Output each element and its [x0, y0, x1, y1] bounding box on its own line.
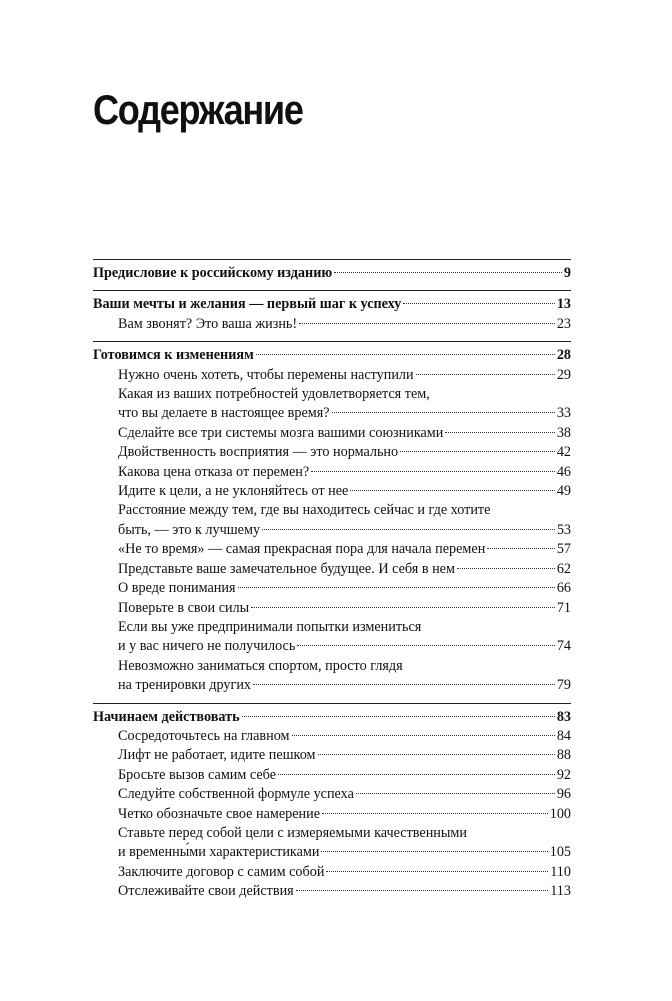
- subsection-entry[interactable]: [93, 404, 571, 423]
- table-of-contents: [93, 259, 571, 909]
- entry-line[interactable]: [93, 385, 571, 404]
- entry-title: Если вы уже предпринимали попытки измениться: [118, 618, 422, 635]
- page-number: 13: [556, 296, 571, 313]
- entry-title: Расстояние между тем, где вы находитесь сейчас и где хотите: [118, 502, 491, 519]
- subsection-entry[interactable]: [93, 315, 571, 334]
- entry-title: Какова цена отказа от перемен?: [118, 463, 310, 480]
- subsection-entry[interactable]: [93, 843, 571, 862]
- dot-leader: [350, 490, 554, 491]
- dot-leader: [262, 529, 555, 530]
- dot-leader: [326, 871, 548, 872]
- page-number: 110: [550, 863, 571, 880]
- dot-leader: [457, 568, 555, 569]
- dot-leader: [322, 813, 548, 814]
- page-title: Содержание: [93, 86, 303, 133]
- subsection-entry[interactable]: [93, 727, 571, 746]
- entry-title: Вам звонят? Это ваша жизнь!: [118, 315, 298, 332]
- subsection-entry[interactable]: [93, 637, 571, 656]
- subsection-entry[interactable]: [93, 424, 571, 443]
- subsection-entry[interactable]: [93, 785, 571, 804]
- chapter-entry[interactable]: [93, 708, 571, 727]
- entry-title: Двойственность восприятия — это нормально: [118, 444, 399, 461]
- page-number: 71: [556, 599, 571, 616]
- page-number: 74: [556, 638, 571, 655]
- page-number: 79: [556, 677, 571, 694]
- subsection-entry[interactable]: [93, 560, 571, 579]
- entry-line[interactable]: [93, 501, 571, 520]
- page-number: 42: [556, 444, 571, 461]
- dot-leader: [238, 587, 555, 588]
- subsection-entry[interactable]: [93, 863, 571, 882]
- chapter-entry[interactable]: [93, 295, 571, 314]
- dot-leader: [256, 354, 555, 355]
- page-number: 92: [556, 766, 571, 783]
- dot-leader: [253, 684, 555, 685]
- page-number: 28: [556, 347, 571, 364]
- entry-title: Представьте ваше замечательное будущее. И себя в нем: [118, 560, 455, 577]
- page-number: 96: [556, 786, 571, 803]
- entry-title: Четко обозначьте свое намерение: [118, 805, 321, 822]
- entry-title: Заключите договор с самим собой: [118, 863, 325, 880]
- page-number: 38: [556, 424, 571, 441]
- dot-leader: [416, 374, 555, 375]
- dot-leader: [403, 303, 554, 304]
- entry-title: что вы делаете в настоящее время?: [118, 405, 330, 422]
- dot-leader: [318, 754, 555, 755]
- entry-title: Какая из ваших потребностей удовлетворяется тем,: [118, 386, 430, 403]
- entry-title: Сосредоточьтесь на главном: [118, 727, 290, 744]
- page-number: 84: [556, 727, 571, 744]
- dot-leader: [445, 432, 554, 433]
- dot-leader: [356, 793, 555, 794]
- page-number: 88: [556, 747, 571, 764]
- entry-title: Лифт не работает, идите пешком: [118, 747, 316, 764]
- page-number: 57: [556, 541, 571, 558]
- dot-leader: [321, 851, 547, 852]
- subsection-entry[interactable]: [93, 463, 571, 482]
- entry-line[interactable]: [93, 618, 571, 637]
- dot-leader: [299, 323, 555, 324]
- entry-line[interactable]: [93, 824, 571, 843]
- subsection-entry[interactable]: [93, 521, 571, 540]
- entry-title: и временны́ми характеристиками: [118, 844, 320, 861]
- page-number: 53: [556, 521, 571, 538]
- subsection-entry[interactable]: [93, 540, 571, 559]
- toc-section: [93, 290, 571, 334]
- dot-leader: [296, 890, 549, 891]
- subsection-entry[interactable]: [93, 599, 571, 618]
- entry-title: Ставьте перед собой цели с измеряемыми качественными: [118, 824, 467, 841]
- toc-section: [93, 259, 571, 283]
- dot-leader: [278, 774, 555, 775]
- dot-leader: [297, 645, 555, 646]
- subsection-entry[interactable]: [93, 766, 571, 785]
- subsection-entry[interactable]: [93, 882, 571, 901]
- dot-leader: [311, 471, 555, 472]
- toc-section: [93, 703, 571, 902]
- page-number: 83: [556, 708, 571, 725]
- dot-leader: [242, 716, 555, 717]
- dot-leader: [487, 548, 555, 549]
- page-number: 105: [549, 844, 571, 861]
- dot-leader: [332, 412, 555, 413]
- dot-leader: [400, 451, 555, 452]
- entry-title: Готовимся к изменениям: [93, 347, 254, 364]
- entry-title: Невозможно заниматься спортом, просто глядя: [118, 657, 403, 674]
- page-number: 62: [556, 560, 571, 577]
- dot-leader: [334, 272, 562, 273]
- subsection-entry[interactable]: [93, 366, 571, 385]
- page-number: 29: [556, 366, 571, 383]
- page-number: 9: [563, 265, 571, 281]
- entry-title: Нужно очень хотеть, чтобы перемены наступили: [118, 366, 414, 383]
- entry-title: Поверьте в свои силы: [118, 599, 250, 616]
- entry-title: Ваши мечты и желания — первый шаг к успеху: [93, 296, 402, 313]
- entry-title: О вреде понимания: [118, 580, 236, 597]
- chapter-entry[interactable]: [93, 264, 571, 283]
- subsection-entry[interactable]: [93, 676, 571, 695]
- page-number: 100: [549, 805, 571, 822]
- page-number: 49: [556, 483, 571, 500]
- entry-title: Бросьте вызов самим себе: [118, 766, 277, 783]
- dot-leader: [251, 607, 555, 608]
- entry-line[interactable]: [93, 657, 571, 676]
- page-number: 33: [556, 405, 571, 422]
- entry-title: Предисловие к российскому изданию: [93, 265, 333, 281]
- entry-title: Отслеживайте свои действия: [118, 883, 294, 900]
- page-number: 66: [556, 580, 571, 597]
- entry-title: на тренировки других: [118, 677, 252, 694]
- subsection-entry[interactable]: [93, 805, 571, 824]
- subsection-entry[interactable]: [93, 482, 571, 501]
- subsection-entry[interactable]: [93, 579, 571, 598]
- entry-title: Следуйте собственной формуле успеха: [118, 786, 354, 803]
- toc-section: [93, 341, 571, 695]
- dot-leader: [292, 735, 555, 736]
- chapter-entry[interactable]: [93, 346, 571, 365]
- subsection-entry[interactable]: [93, 443, 571, 462]
- entry-title: Начинаем действовать: [93, 708, 240, 725]
- subsection-entry[interactable]: [93, 746, 571, 765]
- page-number: 23: [556, 315, 571, 332]
- entry-title: быть, — это к лучшему: [118, 521, 261, 538]
- entry-title: Сделайте все три системы мозга вашими союзниками: [118, 424, 444, 441]
- entry-title: Идите к цели, а не уклоняйтесь от нее: [118, 483, 349, 500]
- page-number: 113: [550, 883, 571, 900]
- entry-title: «Не то время» — самая прекрасная пора для начала перемен: [118, 541, 486, 558]
- entry-title: и у вас ничего не получилось: [118, 638, 296, 655]
- page-number: 46: [556, 463, 571, 480]
